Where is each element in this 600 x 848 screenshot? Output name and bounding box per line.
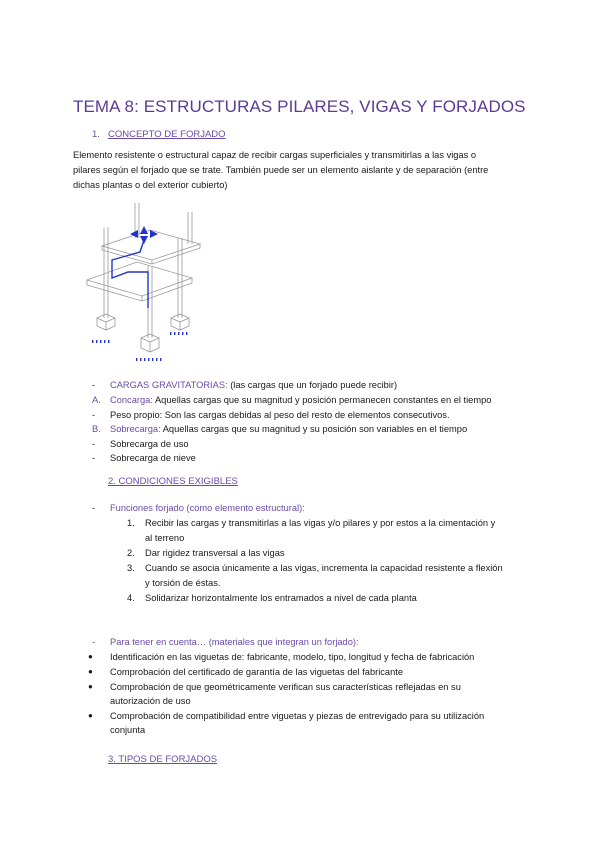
funcion-4-line-1: Solidarizar horizontalmente los entramados a nivel de cada planta — [145, 593, 417, 603]
intro-line-2: pilares según el forjado que se trate. También puede ser un elemento aislante y de separación (entre — [73, 165, 489, 175]
tener-2-line-1: Comprobación del certificado de garantía de las viguetas del fabricante — [110, 667, 404, 677]
intro-line-3: dichas plantas o del exterior cubierto) — [73, 180, 228, 190]
uso-bullet: - — [92, 439, 96, 449]
forjado-diagram — [82, 198, 222, 368]
tener-3-line-2: autorización de uso — [110, 696, 191, 706]
funcion-3-line-2: y torsión de éstas. — [145, 578, 221, 588]
peso-propio-text: Peso propio: Son las cargas debidas al peso del resto de elementos consecutivos. — [110, 410, 450, 420]
concarga-heading: Concarga: — [110, 395, 153, 405]
funciones-bullet: - — [92, 503, 96, 513]
funcion-4-number: 4. — [127, 593, 135, 603]
tener-4-dot: ● — [88, 711, 93, 720]
sobrecarga-text: Aquellas cargas que su magnitud y su posición son variables en el tiempo — [160, 424, 468, 434]
funcion-3-number: 3. — [127, 563, 135, 573]
sobrecarga-uso: Sobrecarga de uso — [110, 439, 189, 449]
funcion-3-line-1: Cuando se asocia únicamente a las vigas, incrementa la capacidad resistente a flexión — [145, 563, 503, 573]
page-title: TEMA 8: ESTRUCTURAS PILARES, VIGAS Y FORJADOS — [73, 97, 526, 116]
funcion-1-line-1: Recibir las cargas y transmitirlas a las vigas y/o pilares y por estos a la cimentación y — [145, 518, 496, 528]
tener-4-line-2: conjunta — [110, 725, 146, 735]
section-3-heading: 3. TIPOS DE FORJADOS — [108, 754, 218, 765]
concarga-text: Aquellas cargas que su magnitud y posición permanecen constantes en el tiempo — [152, 395, 492, 405]
tener-1-line-1: Identificación en las viguetas de: fabricante, modelo, tipo, longitud y fecha de fabricación — [110, 652, 475, 662]
sobrecarga-heading: Sobrecarga: — [110, 424, 161, 434]
sobrecarga-nieve: Sobrecarga de nieve — [110, 453, 196, 463]
section-1-number: 1. — [92, 129, 100, 140]
tener-3-line-1: Comprobación de que geométricamente verifican sus características reflejadas en su — [110, 682, 461, 692]
cargas-heading: CARGAS GRAVITATORIAS: — [110, 380, 228, 390]
peso-bullet: - — [92, 410, 96, 420]
sobrecarga-mark: B. — [92, 424, 101, 434]
tener-3-dot: ● — [88, 682, 93, 691]
tener-heading: Para tener en cuenta… (materiales que integran un forjado): — [110, 637, 359, 647]
tener-bullet: - — [92, 637, 96, 647]
cargas-bullet: - — [92, 380, 96, 390]
funcion-2-number: 2. — [127, 548, 135, 558]
funcion-1-number: 1. — [127, 518, 135, 528]
funcion-2-line-1: Dar rigidez transversal a las vigas — [145, 548, 285, 558]
intro-line-1: Elemento resistente o estructural capaz de recibir cargas superficiales y transmitirlas a las vigas o — [73, 150, 477, 160]
tener-2-dot: ● — [88, 667, 93, 676]
concarga-mark: A. — [92, 395, 101, 405]
section-2-heading: 2. CONDICIONES EXIGIBLES — [108, 476, 238, 487]
tener-1-dot: ● — [88, 652, 93, 661]
tener-4-line-1: Comprobación de compatibilidad entre viguetas y piezas de entrevigado para su utilización — [110, 711, 485, 721]
section-1-heading: CONCEPTO DE FORJADO — [108, 129, 226, 140]
funcion-1-line-2: al terreno — [145, 533, 185, 543]
funciones-heading: Funciones forjado (como elemento estructural): — [110, 503, 305, 513]
cargas-heading-note: (las cargas que un forjado puede recibir) — [227, 380, 398, 390]
nieve-bullet: - — [92, 453, 96, 463]
